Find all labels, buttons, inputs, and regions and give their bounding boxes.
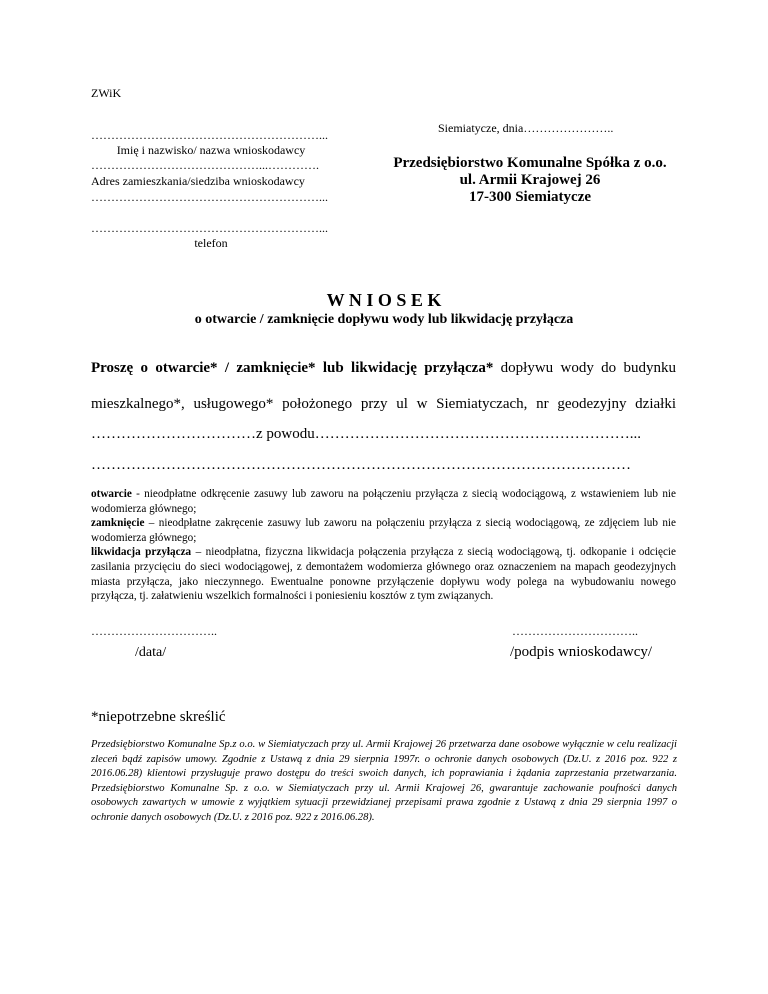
org-abbreviation: ZWiK (91, 86, 122, 100)
company-name: Przedsiębiorstwo Komunalne Spółka z o.o. (393, 155, 667, 171)
document-title: W N I O S E K (326, 290, 442, 310)
company-street: ul. Armii Krajowej 26 (459, 172, 601, 188)
applicant-name-dots[interactable]: …………………………………………………... (91, 128, 328, 142)
place-date-field[interactable] (438, 121, 613, 136)
definition-close-term: zamknięcie (91, 517, 145, 530)
phone-dots[interactable]: …………………………………………………... (91, 221, 328, 235)
definition-open (91, 487, 676, 516)
definition-close (91, 516, 676, 545)
reason-continuation-dots[interactable]: ……………………………………………………………………………………………… (91, 457, 631, 473)
request-line-2: mieszkalnego*, usługowego* położonego przy ul w Siemiatyczach, nr geodezyjny działki (91, 396, 676, 412)
definition-liquidation-text: – nieodpłatna, fizyczna likwidacja połączenia przyłącza z siecią wodociągową, tj. odkopanie i odcięcie zasilania przycięciu do sieci wodociągowej, z demontażem wodomierza głównego oraz oznaczeniem na mapach geodezyjnych miasta przyłącza, jako nieczynnego. Ewentualne ponowne przyłączenie dopływu wody polega na wybudowaniu nowego przyłącza, tj. załatwieniu wszelkich formalności i poniesieniu kosztów z tym związanych. (91, 546, 677, 603)
definition-liquidation (91, 545, 676, 603)
request-options: Proszę o otwarcie* / zamknięcie* lub likwidację przyłącza* (91, 360, 494, 376)
applicant-name-label: Imię i nazwisko/ nazwa wnioskodawcy (116, 143, 306, 157)
reason-dots[interactable]: ………………………………………………………... (314, 426, 641, 442)
request-line-1-rest: dopływu wody do budynku (493, 360, 676, 376)
definition-liquidation-term: likwidacja przyłącza (91, 546, 192, 559)
definition-close-text: – nieodpłatne zakręcenie zasuwy lub zaworu na połączeniu przyłącza z siecią wodociągową, ze zdjęciem lub nie wodomierza głównego; (91, 517, 676, 544)
company-address (380, 155, 680, 206)
request-line-1 (91, 360, 676, 377)
applicant-signature-dots[interactable]: ………………………….. (512, 624, 638, 638)
phone-label: telefon (194, 236, 228, 250)
date-signature-label: /data/ (135, 645, 167, 660)
applicant-line-dots[interactable]: ……………………………………...…………. (91, 158, 319, 172)
company-city: 17-300 Siemiatycze (468, 189, 592, 205)
reason-label: z powodu (256, 426, 315, 442)
applicant-address-label: Adres zamieszkania/siedziba wnioskodawcy (91, 174, 305, 188)
definition-open-text: - nieodpłatne odkręcenie zasuwy lub zaworu na połączeniu przyłącza z siecią wodociągową, z wstawieniem lub nie wodomierza głównego; (91, 488, 676, 515)
plot-number-dots[interactable]: …………………………… (91, 426, 256, 442)
place-date-label: Siemiatycze, dnia (438, 121, 524, 135)
data-protection-notice: Przedsiębiorstwo Komunalne Sp.z o.o. w Siemiatyczach przy ul. Armii Krajowej 26 przetwarza dane osobowe wyłącznie w celu realizacji zleceń bądź zapisów umowy. Zgodnie z Ustawą z dnia 29 sierpnia 1997r. o ochronie danych osobowych (Dz.U. z 2016 poz. 922 z 2016.06.28) klientowi przysługuje prawo dostępu do treści swoich danych, ich poprawiania i żądania zaprzestania przetwarzania. Przedsiębiorstwo Komunalne Sp. z o.o. w Siemiatyczach przy ul. Armii Krajowej 26, gwarantuje zachowanie poufności danych osobowych zawartych w umowie z wyjątkiem sytuacji przewidzianej przepisami prawa zgodnie z Ustawą z dnia 29 sierpnia 1997 o ochronie danych osobowych (Dz.U. z 2016 poz. 922 z 2016.06.28). (91, 739, 677, 823)
definitions (91, 487, 676, 604)
applicant-address-dots[interactable]: …………………………………………………... (91, 190, 328, 204)
definition-open-term: otwarcie (91, 488, 132, 500)
date-signature-dots[interactable]: ………………………….. (91, 624, 217, 638)
request-reason-field[interactable] (91, 426, 676, 443)
document-subtitle: o otwarcie / zamknięcie dopływu wody lub likwidację przyłącza (194, 312, 574, 327)
applicant-signature-label: /podpis wnioskodawcy/ (510, 644, 653, 660)
place-date-dots: ………………….. (523, 121, 614, 135)
footnote: *niepotrzebne skreślić (91, 709, 226, 725)
